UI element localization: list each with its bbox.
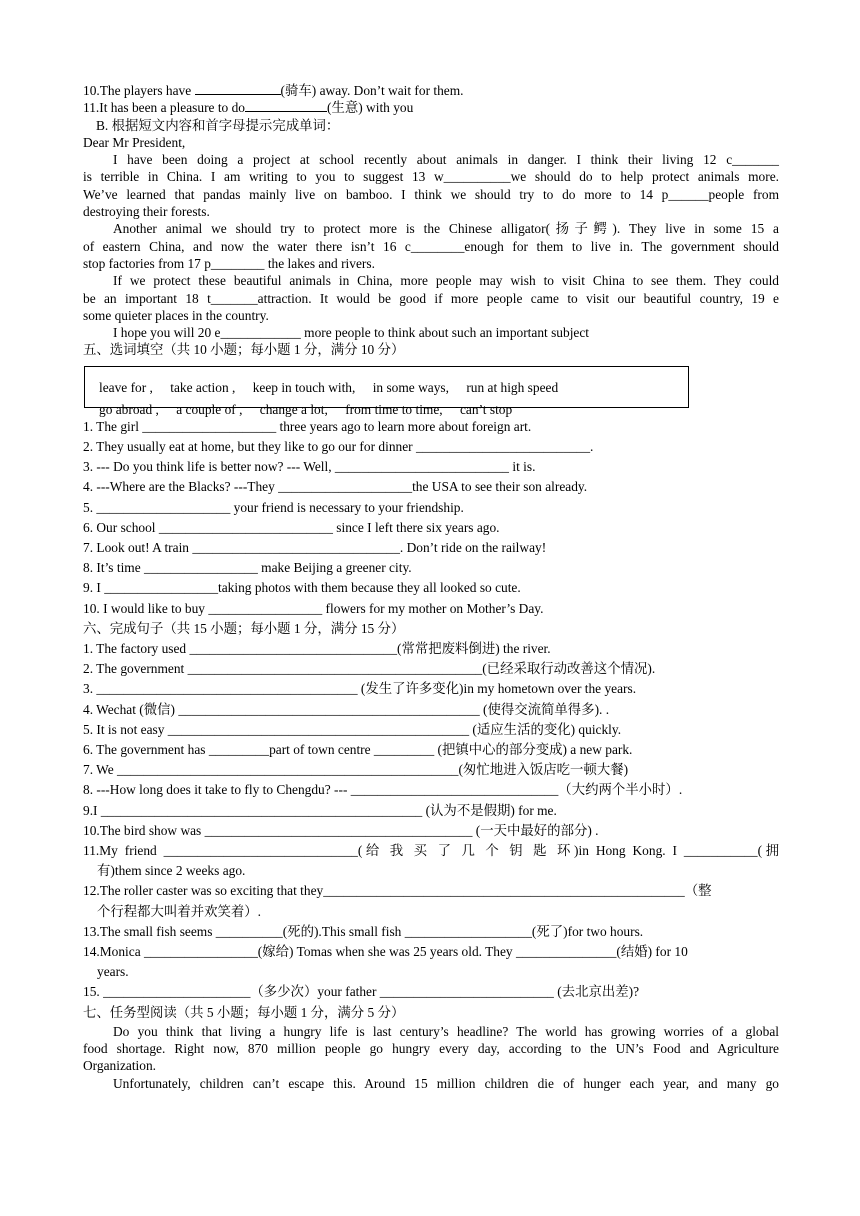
s6-item-cont: years. xyxy=(97,964,129,980)
word-bank-item: a couple of , xyxy=(176,401,243,417)
word-bank-item: keep in touch with, xyxy=(252,379,356,395)
letter-p3-line3: some quieter places in the country. xyxy=(83,307,269,323)
section-5-title: 五、选词填空（共 10 小题；每小题 1 分，满分 10 分） xyxy=(83,342,405,358)
s6-item: 10.The bird show was ________________________________________ (一天中最好的部分) . xyxy=(83,822,599,838)
letter-p2-line1: Another animal we should try to protect more is the Chinese alligator(扬子鳄). They live in some 15 a xyxy=(113,221,779,237)
s5-item: 4. ---Where are the Blacks? ---They ____________________the USA to see their son already. xyxy=(83,479,588,495)
letter-p2-line2: of eastern China, and now the water there isn’t 16 c________enough for them to live in. The government should xyxy=(83,238,779,254)
s5-item: 8. It’s time _________________ make Beijing a greener city. xyxy=(83,560,412,576)
s6-item: 14.Monica _________________(嫁给) Tomas when she was 25 years old. They _______________(结婚) for 10 xyxy=(83,944,688,960)
section-6-title: 六、完成句子（共 15 小题；每小题 1 分，满分 15 分） xyxy=(83,620,405,636)
s6-item: 9.I ________________________________________________ (认为不是假期) for me. xyxy=(83,802,557,818)
s5-item: 1. The girl ____________________ three years ago to learn more about foreign art. xyxy=(83,418,532,434)
s6-item-cont: 个行程都大叫着并欢笑着）. xyxy=(97,903,262,919)
letter-p1-line4: destroying their forests. xyxy=(83,204,210,220)
letter-p3-line2: be an important 18 t_______attraction. It would be good if more people came to visit our beautiful country, 19 e xyxy=(83,290,779,306)
s5-item: 10. I would like to buy _________________ flowers for my mother on Mother’s Day. xyxy=(83,600,544,616)
section-6-items xyxy=(83,639,779,1003)
word-bank-item: leave for , xyxy=(99,379,153,395)
word-bank-item: can’t stop xyxy=(459,401,513,417)
s6-item-cont: 有)them since 2 weeks ago. xyxy=(97,863,246,879)
s5-item: 2. They usually eat at home, but they like to go our for dinner __________________________. xyxy=(83,438,594,454)
word-bank-item: go abroad , xyxy=(99,401,159,417)
letter-p4: I hope you will 20 e____________ more people to think about such an important subject xyxy=(113,325,590,341)
letter-p3-line1: If we protect these beautiful animals in China, more people may wish to visit China to see them. They could xyxy=(113,273,779,289)
s6-item: 8. ---How long does it take to fly to Chengdu? --- _______________________________（大约两个半小时）. xyxy=(83,782,683,798)
s6-item: 5. It is not easy _____________________________________________ (适应生活的变化) quickly. xyxy=(83,721,622,737)
s6-item: 2. The government ____________________________________________(已经采取行动改善这个情况). xyxy=(83,661,656,677)
word-bank-item: take action , xyxy=(170,379,236,395)
question-10: 10.The players have (骑车) away. Don’t wait for them. xyxy=(83,83,464,98)
answer-blank[interactable] xyxy=(245,99,327,112)
part-b-heading: B. 根据短文内容和首字母提示完成单词： xyxy=(96,117,340,133)
letter-salutation: Dear Mr President, xyxy=(83,134,186,150)
letter-p2-line3: stop factories from 17 p________ the lakes and rivers. xyxy=(83,255,375,271)
question-11: 11.It has been a pleasure to do (生意) with you xyxy=(83,100,414,116)
reading-p1-line3: Organization. xyxy=(83,1058,157,1074)
section-7-title: 七、任务型阅读（共 5 小题；每小题 1 分，满分 5 分） xyxy=(83,1004,405,1020)
s6-item: 7. We ___________________________________________________(匆忙地进入饭店吃一顿大餐) xyxy=(83,762,629,778)
section-5-items xyxy=(83,417,779,619)
word-bank-item: in some ways, xyxy=(372,379,449,395)
s6-item: 13.The small fish seems __________(死的).This small fish ___________________(死了)for two hours. xyxy=(83,923,644,939)
letter-p1-line2: is terrible in China. I am writing to you to suggest 13 w__________we should do to help protect animals more. xyxy=(83,169,779,185)
s6-item: 12.The roller caster was so exciting that they______________________________________________________（整 xyxy=(83,883,712,899)
s5-item: 3. --- Do you think life is better now? --- Well, __________________________ it is. xyxy=(83,459,536,475)
word-bank-item: change a lot, xyxy=(259,401,328,417)
word-bank-box xyxy=(84,366,689,417)
s6-item: 3. _______________________________________ (发生了许多变化)in my hometown over the years. xyxy=(83,681,637,697)
s5-item: 7. Look out! A train _______________________________. Don’t ride on the railway! xyxy=(83,539,547,555)
reading-p1-line1: Do you think that living a hungry life is last century’s headline? The world has growing worries of a global xyxy=(113,1023,779,1039)
s5-item: 9. I _________________taking photos with them because they all looked so cute. xyxy=(83,580,521,596)
letter-p1-line3: We’ve learned that pandas mainly live on bamboo. I think we should try to do more to 14 p______people from xyxy=(83,186,779,202)
word-bank-row-1 xyxy=(99,377,674,399)
s6-item: 1. The factory used _______________________________(常常把废料倒进) the river. xyxy=(83,640,551,656)
reading-p2-line1: Unfortunately, children can’t escape this. Around 15 million children die of hunger each year, and many go xyxy=(113,1075,779,1091)
s5-item: 5. ____________________ your friend is necessary to your friendship. xyxy=(83,499,464,515)
s6-item: 15. ______________________（多少次）your father __________________________ (去北京出差)? xyxy=(83,984,640,1000)
word-bank-item: from time to time, xyxy=(345,401,443,417)
word-bank-item: run at high speed xyxy=(466,379,559,395)
letter-p1-line1: I have been doing a project at school recently about animals in danger. I think their living 12 c_______ xyxy=(113,152,779,168)
s5-item: 6. Our school __________________________ since I left there six years ago. xyxy=(83,519,500,535)
answer-blank[interactable] xyxy=(195,82,281,95)
s6-item: 6. The government has _________part of town centre _________ (把镇中心的部分变成) a new park. xyxy=(83,742,633,757)
s6-item: 11.My friend _____________________________(给 我 买 了 几 个 钥 匙 环)in Hong Kong. I ___________(拥 xyxy=(83,843,779,859)
reading-p1-line2: food shortage. Right now, 870 million people go hungry every day, according to the UN’s Food and Agriculture xyxy=(83,1041,779,1057)
s6-item: 4. Wechat (微信) _____________________________________________ (使得交流简单得多). . xyxy=(83,701,610,717)
